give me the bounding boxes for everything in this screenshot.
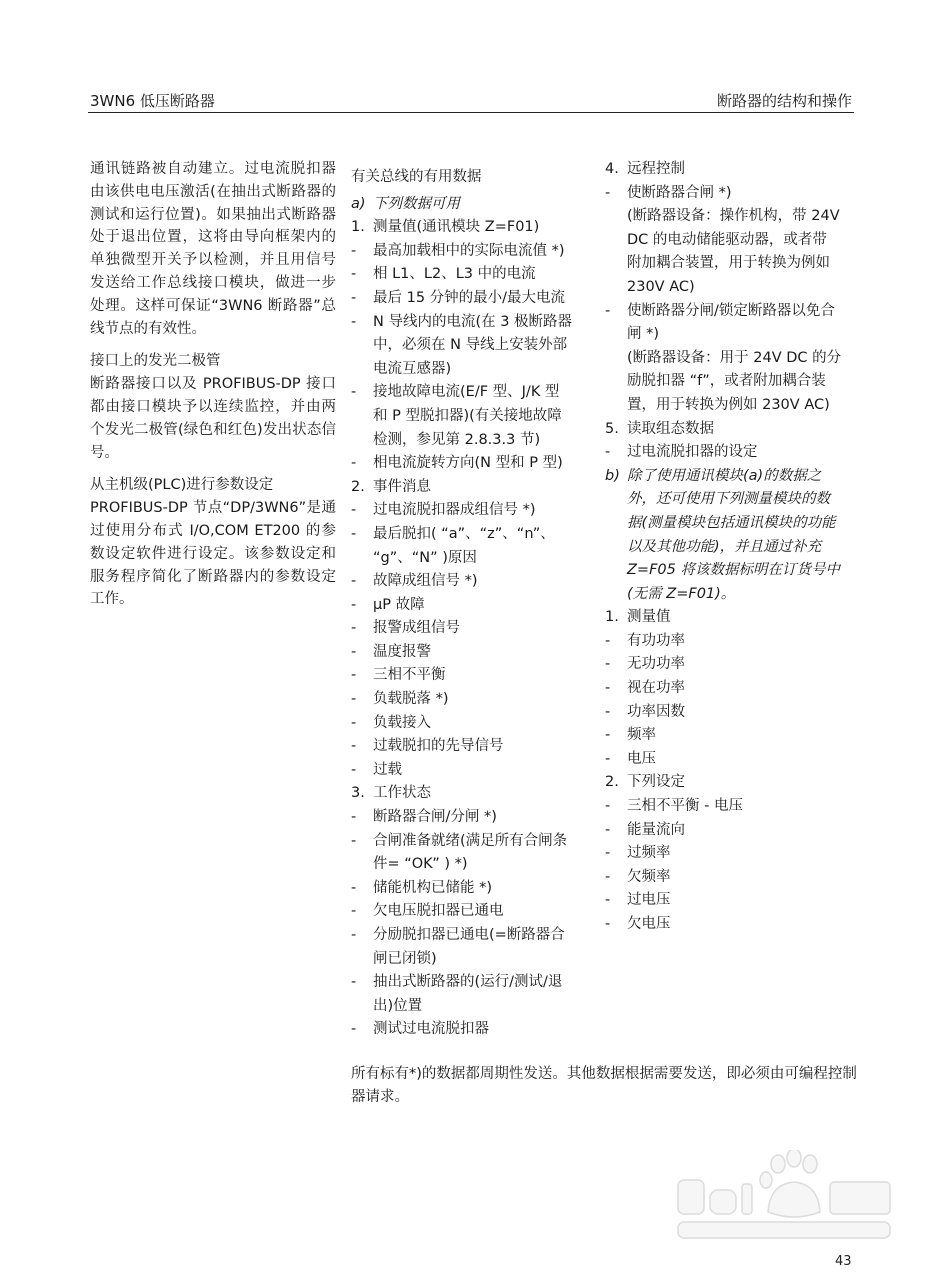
list-item xyxy=(605,677,857,701)
list-marker: - xyxy=(605,727,611,744)
list-text: 有功功率 xyxy=(627,632,685,649)
left-column xyxy=(90,158,336,621)
list-marker: 4. xyxy=(605,161,619,177)
list-marker: - xyxy=(605,750,611,767)
list-item xyxy=(605,748,857,772)
list-marker: - xyxy=(605,845,611,862)
list-text: 三相不平衡 - 电压 xyxy=(627,798,743,815)
list-text: 欠频率 xyxy=(627,868,671,885)
list-marker: - xyxy=(605,184,611,201)
list-item xyxy=(351,830,591,877)
list-marker: - xyxy=(605,703,611,720)
list-marker: - xyxy=(351,620,357,637)
list-marker: - xyxy=(351,525,357,542)
list-marker: - xyxy=(605,798,611,815)
list-item xyxy=(351,499,591,523)
list-item xyxy=(351,523,591,570)
running-header-right: 断路器的结构和操作 xyxy=(716,92,852,110)
page-number: 43 xyxy=(835,1254,852,1269)
list-item xyxy=(605,701,857,725)
list-marker: 3. xyxy=(351,785,365,802)
list-marker: - xyxy=(605,680,611,697)
list-text: 电压 xyxy=(627,750,656,767)
list-item xyxy=(351,971,591,1018)
list-text: 接地故障电流(E/F 型、J/K 型 和 P 型脱扣器)(有关接地故障 检测，参见第 2.8.3.3 节) xyxy=(373,384,562,448)
list-marker: - xyxy=(605,302,611,319)
list-item xyxy=(351,900,591,924)
list-marker: - xyxy=(351,974,357,991)
list-item xyxy=(351,1018,591,1042)
list-marker xyxy=(605,205,627,299)
list-marker: - xyxy=(351,927,357,943)
list-text: 分励脱扣器已通电(=断路器合 闸已闭锁) xyxy=(373,927,565,967)
list-marker: - xyxy=(605,821,611,838)
list-text: 测试过电流脱扣器 xyxy=(373,1021,489,1038)
list-marker: - xyxy=(351,1021,357,1038)
list-marker: - xyxy=(605,444,611,461)
list-marker: 1. xyxy=(351,219,365,236)
list-item xyxy=(351,452,591,476)
list-item xyxy=(351,877,591,901)
list-text: N 导线内的电流(在 3 极断路器 中，必须在 N 导线上安装外部 电流互感器) xyxy=(373,313,573,377)
list-text: 欠电压 xyxy=(627,916,671,932)
list-text: 除了使用通讯模块(a)的数据之 外，还可使用下列测量模块的数 据(测量模块包括通讯模块的功能 以及其他功能)，并且通过补充 Z=F05 将该数据标明在订货号中 (无需 Z=F01)。 xyxy=(627,467,840,602)
data-list xyxy=(605,158,857,937)
list-marker: - xyxy=(351,313,357,330)
list-item xyxy=(351,216,591,240)
list-text: 测量值 xyxy=(627,609,671,626)
list-marker: - xyxy=(605,868,611,885)
list-text: 使断路器分闸/锁定断路器以免合 闸 *) (断路器设备：用于 24V DC 的分 励脱扣器 “f”，或者附加耦合装 置，用于转换为例如 230V AC) xyxy=(627,302,842,413)
list-item xyxy=(351,688,591,712)
list-item xyxy=(605,441,857,465)
list-item xyxy=(605,913,857,937)
footnote: 所有标有*)的数据都周期性发送。其他数据根据需要发送，即必须由可编程控制器请求。 xyxy=(351,1066,857,1105)
list-item xyxy=(605,771,857,795)
list-item xyxy=(351,664,591,688)
list-text: 抽出式断路器的(运行/测试/退 出)位置 xyxy=(373,974,563,1014)
list-text: 最后 15 分钟的最小/最大电流 xyxy=(373,289,566,306)
list-item xyxy=(351,782,591,806)
paragraph: 接口上的发光二极管 断路器接口以及 PROFIBUS-DP 接口都由接口模块予以连续监控，并由两个发光二极管(绿色和红色)发出状态信号。 xyxy=(90,353,336,461)
list-text: 过载脱扣的先导信号 xyxy=(373,738,504,755)
list-text: 远程控制 xyxy=(627,161,685,177)
header-rule xyxy=(88,112,854,113)
list-text: 过电压 xyxy=(627,892,671,909)
list-item xyxy=(351,193,591,217)
middle-column xyxy=(351,166,591,1042)
right-column xyxy=(605,158,857,937)
list-marker: 1. xyxy=(605,609,619,626)
list-item xyxy=(351,311,591,382)
list-item xyxy=(605,842,857,866)
list-item xyxy=(351,476,591,500)
list-text: 频率 xyxy=(627,727,656,744)
list-item xyxy=(351,735,591,759)
list-item xyxy=(605,606,857,630)
list-text: (断路器设备：操作机构，带 24V DC 的电动储能驱动器，或者带 附加耦合装置，用于转换为例如 230V AC) xyxy=(627,208,840,295)
list-item xyxy=(605,795,857,819)
list-text: μP 故障 xyxy=(373,596,425,613)
list-text: 过频率 xyxy=(627,845,671,862)
list-marker: - xyxy=(351,384,357,401)
list-text: 负载接入 xyxy=(373,714,431,731)
list-marker: - xyxy=(605,656,611,673)
list-item xyxy=(351,924,591,971)
list-text: 事件消息 xyxy=(373,478,431,495)
list-text: 下列设定 xyxy=(627,774,685,791)
list-text: 相电流旋转方向(N 型和 P 型) xyxy=(373,455,563,472)
list-item xyxy=(351,806,591,830)
list-text: 过载 xyxy=(373,761,402,778)
list-item xyxy=(351,240,591,264)
list-marker: - xyxy=(351,903,357,920)
list-text: 断路器合闸/分闸 *) xyxy=(373,809,497,826)
list-text: 三相不平衡 xyxy=(373,667,446,684)
list-marker: - xyxy=(351,761,357,778)
list-text: 过电流脱扣器成组信号 *) xyxy=(373,502,536,519)
list-text: 功率因数 xyxy=(627,703,685,720)
list-text: 温度报警 xyxy=(373,643,431,660)
list-item xyxy=(351,287,591,311)
list-text: 报警成组信号 xyxy=(373,620,460,637)
paragraph: 从主机级(PLC)进行参数设定 PROFIBUS-DP 节点“DP/3WN6”是通过使用分布式 I/O,COM ET200 的参数设定软件进行设定。该参数设定和服务程序简化了断路器内的参数设定工作。 xyxy=(90,477,336,608)
list-text: 相 L1、L2、L3 中的电流 xyxy=(373,266,536,283)
list-item xyxy=(351,617,591,641)
list-item xyxy=(605,866,857,890)
list-item xyxy=(605,630,857,654)
list-text: 下列数据可用 xyxy=(373,195,460,212)
baidu-paw-logo-icon xyxy=(670,1150,930,1245)
list-item xyxy=(605,158,857,182)
paragraph: 通讯链路被自动建立。过电流脱扣器由该供电电压激活(在抽出式断路器的测试和运行位置)。如果抽出式断路器处于退出位置，这将由导向框架内的单独微型开关予以检测，并且用信号发送给工作总线接口模块，做进一步处理。这样可保证“3WN6 断路器”总线节点的有效性。 xyxy=(90,161,336,337)
list-marker: - xyxy=(351,502,357,519)
list-text: 无功功率 xyxy=(627,656,685,673)
list-text: 最后脱扣( “a”、“z”、“n”、 “g”、“N” )原因 xyxy=(373,525,555,566)
list-marker: - xyxy=(351,879,357,896)
list-item xyxy=(351,712,591,736)
list-text: 工作状态 xyxy=(373,785,431,802)
list-item xyxy=(351,570,591,594)
list-text: 故障成组信号 *) xyxy=(373,573,478,590)
list-marker: - xyxy=(351,643,357,660)
list-item xyxy=(605,182,857,206)
list-text: 负载脱落 *) xyxy=(373,691,449,708)
list-text: 合闸准备就绪(满足所有合闸条 件= “OK” ) *) xyxy=(373,832,568,873)
list-item xyxy=(351,594,591,618)
list-marker: - xyxy=(351,832,357,849)
list-marker: - xyxy=(351,809,357,826)
list-text: 使断路器合闸 *) xyxy=(627,184,732,201)
list-item xyxy=(351,759,591,783)
list-marker: - xyxy=(351,266,357,283)
list-marker: 5. xyxy=(605,420,619,437)
list-text: 最高加载相中的实际电流值 *) xyxy=(373,242,565,259)
running-header-left: 3WN6 低压断路器 xyxy=(90,92,215,110)
list-item xyxy=(605,653,857,677)
list-marker: - xyxy=(351,242,357,259)
list-marker: - xyxy=(351,738,357,755)
list-marker: a) xyxy=(351,195,366,212)
section-title: 有关总线的有用数据 xyxy=(351,169,482,185)
list-marker: - xyxy=(351,596,357,613)
list-text: 能量流向 xyxy=(627,821,685,838)
list-marker: b) xyxy=(605,467,620,484)
list-marker: - xyxy=(605,632,611,649)
list-item xyxy=(605,724,857,748)
list-item xyxy=(351,263,591,287)
list-marker: - xyxy=(351,714,357,731)
list-item xyxy=(351,641,591,665)
data-list xyxy=(351,193,591,1042)
list-text: 过电流脱扣器的设定 xyxy=(627,444,758,461)
baidu-watermark xyxy=(670,1150,930,1245)
list-item xyxy=(605,418,857,442)
list-marker: - xyxy=(351,455,357,472)
list-text: 测量值(通讯模块 Z=F01) xyxy=(373,219,540,236)
list-text: 读取组态数据 xyxy=(627,420,714,437)
list-item xyxy=(605,300,857,418)
list-marker: - xyxy=(351,289,357,306)
list-item xyxy=(605,205,857,299)
list-text: 视在功率 xyxy=(627,680,685,697)
list-item xyxy=(605,819,857,843)
list-item xyxy=(351,381,591,452)
list-text: 储能机构已储能 *) xyxy=(373,879,493,896)
list-marker: 2. xyxy=(605,774,619,791)
list-marker: - xyxy=(351,667,357,684)
list-text: 欠电压脱扣器已通电 xyxy=(373,903,504,920)
list-item xyxy=(605,465,857,607)
list-marker: - xyxy=(351,691,357,708)
list-marker: 2. xyxy=(351,478,365,495)
list-marker: - xyxy=(605,892,611,909)
list-marker: - xyxy=(351,573,357,590)
list-item xyxy=(605,889,857,913)
list-marker: - xyxy=(605,916,611,932)
